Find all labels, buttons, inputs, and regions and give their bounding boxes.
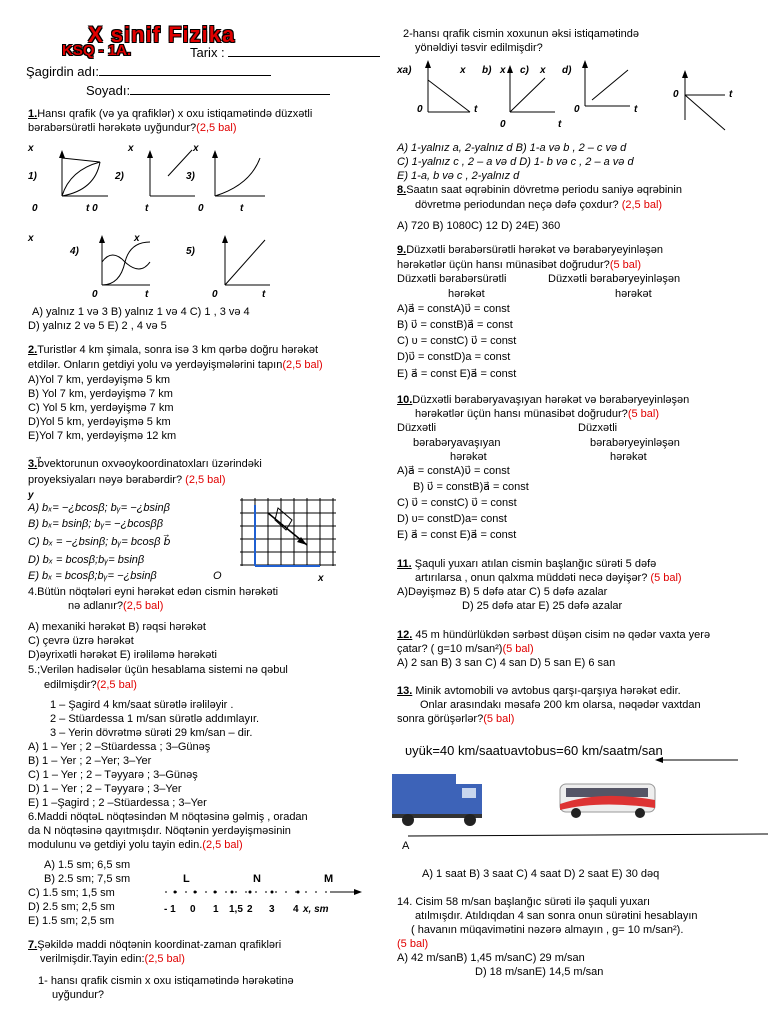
q3-text2: proyeksiyaları nəyə bərabərdir? xyxy=(28,474,183,486)
q5-item2: 2 – Stüardessa 1 m/san sürətlə addımlayır. xyxy=(50,713,260,725)
student-label: Şagirdin adı: xyxy=(26,64,99,79)
q1-ans2: D) yalnız 2 və 5 E) 2 , 4 və 5 xyxy=(28,320,167,332)
q14-points: (5 bal) xyxy=(397,938,429,950)
q10-ans-d: D) υ= constD)a= const xyxy=(397,513,507,525)
q7-sub1b: uyğundur? xyxy=(52,989,104,1001)
q6-ans-e: E) 1.5 sm; 2,5 sm xyxy=(28,915,115,927)
q6-text3: modulunu və getdiyi yolu tayin edin. xyxy=(28,839,203,851)
q6-point-m: M xyxy=(324,873,334,885)
q11-text2: artırılarsa , onun qalxma müddəti necə dəyişər? xyxy=(415,572,648,584)
truck-image xyxy=(392,774,482,826)
g4-x-label: x xyxy=(28,233,34,244)
q6-line2: da N nöqtəsinə qayıtmışdır. Nöqtənin yerdəyişməsinin xyxy=(28,825,291,837)
q2-text2: etdilər. Onların getdiyi yolu və yerdəyişmələrini tapın xyxy=(28,359,283,371)
q9-text2: hərəkətlər üçün hansı münasibət doğrudur? xyxy=(397,259,610,271)
q3-ans-a: A) bₓ= −¿bcosβ; bᵧ= −¿bsinβ xyxy=(28,502,170,514)
g4-label: 4) xyxy=(70,246,79,257)
q9-ans-d: D)υ⃗ = constD)a = const xyxy=(397,351,511,363)
q2-ans-e: E)Yol 7 km, yerdəyişmə 12 km xyxy=(28,430,177,442)
q10-text1: Düzxətli bərabəryavaşıyan hərəkət və bərabəryeyinləşən xyxy=(412,394,690,406)
q10-ans-c: C) υ⃗ = constC) υ⃗ = const xyxy=(397,497,517,509)
g1-zero: 0 xyxy=(32,203,38,214)
q1-text1: Hansı qrafik (və ya qrafiklər) x oxu istiqamətində düzxətli xyxy=(37,108,313,120)
q2-points: (2,5 bal) xyxy=(282,359,323,371)
q6-tick-1: 1 xyxy=(213,904,219,915)
q3-axis-x-label: x xyxy=(318,573,324,584)
g3-t: t xyxy=(240,203,244,214)
q10-col1b: bərabəryavaşıyan xyxy=(413,437,501,449)
q7-d-zero: 0 xyxy=(673,89,679,100)
q4-line1: 4.Bütün nöqtələri eyni hərəkət edən cismin hərəkəti xyxy=(28,586,279,598)
q5-points: (2,5 bal) xyxy=(96,679,137,691)
q14-line2: atılmışdır. Atıldıqdan 4 san sonra onun sürətini hesablayın xyxy=(415,910,698,922)
g2-x-label: x xyxy=(128,143,134,154)
q7-c-zero: 0 xyxy=(574,104,580,115)
q5-item1: 1 – Şagird 4 km/saat sürətlə irəliləyir . xyxy=(50,699,234,711)
q10-col1c: hərəkət xyxy=(450,451,487,463)
q4-points: (2,5 bal) xyxy=(123,600,164,612)
q13-text3: sonra görüşərlər? xyxy=(397,713,484,725)
q7-xa: xa) xyxy=(397,65,412,76)
q7-num: 7. xyxy=(28,939,38,951)
q3-axis-y-label: y xyxy=(28,490,34,501)
q3-ans-e: E) bₓ = bcosβ;bᵧ= −¿bsinβ xyxy=(28,570,157,582)
q10-ans-a: A)a⃗ = constA)υ⃗ = const xyxy=(397,465,510,477)
q13-answers: A) 1 saat B) 3 saat C) 4 saat D) 2 saat E) 30 dəq xyxy=(422,868,660,880)
q8-answers: A) 720 B) 1080C) 12 D) 24E) 360 xyxy=(397,220,561,232)
q9-col1b: hərəkət xyxy=(448,288,485,300)
q7-b-t: t xyxy=(558,119,562,130)
g3-label: 3) xyxy=(186,171,195,182)
q1-text2: bərabərsürətli hərəkətə uyğundur? xyxy=(28,122,197,134)
q3-origin: O xyxy=(213,570,222,582)
q3-points: (2,5 bal) xyxy=(185,474,226,486)
q1-ans1: A) yalnız 1 və 3 B) yalnız 1 və 4 C) 1 , 3 və 4 xyxy=(32,306,250,318)
g12-t0: t 0 xyxy=(86,203,98,214)
q9-ans-a: A)a⃗ = constA)υ⃗ = const xyxy=(397,303,510,315)
q11-ans2: D) 25 dəfə atar E) 25 dəfə azalar xyxy=(462,600,623,612)
q6-points: (2,5 bal) xyxy=(202,839,243,851)
q6-tick-2: 2 xyxy=(247,904,253,915)
q9-num: 9. xyxy=(397,244,407,256)
q7-sub2a: 2-hansı qrafik cismin xoxunun əksi istiqamətində xyxy=(403,28,640,40)
q7-line1 xyxy=(28,939,281,952)
q7-d-t: t xyxy=(729,89,733,100)
q2-ans-b: B) Yol 7 km, yerdəyişmə 7 km xyxy=(28,388,173,400)
q7-cx: x xyxy=(500,65,506,76)
q4-ans1: A) mexaniki hərəkət B) rəqsi hərəkət xyxy=(28,621,206,633)
q13-num: 13. xyxy=(397,685,413,697)
date-label: Tarix : xyxy=(190,45,225,60)
q6-tick-15: 1,5 xyxy=(229,904,243,915)
q4-ans3: D)əyrixətli hərəkət E) irəliləmə hərəkəti xyxy=(28,649,217,661)
q12-points: (5 bal) xyxy=(502,643,534,655)
q9-points: (5 bal) xyxy=(609,259,641,271)
q6-tick-3: 3 xyxy=(269,904,275,915)
g4-zero: 0 xyxy=(92,289,98,300)
q10-col1: Düzxətli xyxy=(397,422,437,434)
q5-ans-e: E) 1 –Şagird ; 2 –Stüardessa ; 3–Yer xyxy=(28,797,207,809)
q5-line1: 5.;Verilən hadisələr üçün hesablama sistemi nə qəbul xyxy=(28,664,288,676)
q10-points: (5 bal) xyxy=(627,408,659,420)
q14-line1: 14. Cisim 58 m/san başlanğıc sürəti ilə şaquli yuxarı xyxy=(397,896,651,908)
q7-points: (2,5 bal) xyxy=(144,953,185,965)
q10-text2: hərəkətlər üçün hansı münasibət doğrudur? xyxy=(415,408,628,420)
q6-tick-m1: - 1 xyxy=(164,904,176,915)
q4-text2: nə adlanır? xyxy=(68,600,124,612)
q10-col2c: hərəkət xyxy=(610,451,647,463)
g1-x-label: x xyxy=(28,143,34,154)
q10-ans-b: B) υ⃗ = constB)a⃗ = const xyxy=(413,481,529,493)
q9-col2: Düzxətli bərabəryeyinləşən xyxy=(548,273,681,285)
q9-ans-b: B) υ⃗ = constB)a⃗ = const xyxy=(397,319,513,331)
q5-ans-b: B) 1 – Yer ; 2 –Yer; 3–Yer xyxy=(28,755,152,767)
q13-road xyxy=(408,834,768,836)
q5-ans-d: D) 1 – Yer ; 2 – Təyyarə ; 3–Yer xyxy=(28,783,182,795)
q1-num: 1. xyxy=(28,108,38,120)
q2-text1: Turistlər 4 km şimala, sonra isə 3 km qərbə doğru hərəkət xyxy=(37,344,319,356)
q7-c-t: t xyxy=(634,104,638,115)
q12-text1: 45 m hündürlükdən sərbəst düşən cisim nə qədər vaxta yerə xyxy=(412,629,711,641)
q11-points: (5 bal) xyxy=(650,572,682,584)
q7-text2: verilmişdir.Tayin edin: xyxy=(40,953,145,965)
q9-col2b: hərəkət xyxy=(615,288,652,300)
q3-ans-b: B) bₓ= bsinβ; bᵧ= −¿bcosββ xyxy=(28,518,164,530)
q8-text1: Saatın saat əqrəbinin dövretmə periodu saniyə əqrəbinin xyxy=(406,184,682,196)
q2-num: 2. xyxy=(28,344,38,356)
q14-line3: ( havanın müqavimətini nəzərə almayın , g= 10 m/san²). xyxy=(411,924,684,936)
q14-ans2: D) 18 m/sanE) 14,5 m/san xyxy=(475,966,604,978)
q3-ans-c: C) bₓ = −¿bsinβ; bᵧ= bcosβ b⃗ xyxy=(28,536,171,548)
q13-point-a: A xyxy=(402,840,410,852)
q6-ans-a: A) 1.5 sm; 6,5 sm xyxy=(44,859,131,871)
q8-points: (2,5 bal) xyxy=(621,199,663,211)
q7-d: d) xyxy=(562,65,572,76)
g3-zero: 0 xyxy=(198,203,204,214)
q14-ans1: A) 42 m/sanB) 1,45 m/sanC) 29 m/san xyxy=(397,952,585,964)
g4-t: t xyxy=(145,289,149,300)
q6-line1: 6.Maddi nöqtəL nöqtəsindən M nöqtəsinə gəlmiş , oradan xyxy=(28,811,308,823)
q2-ans-c: C) Yol 5 km, yerdəyişmə 7 km xyxy=(28,402,174,414)
q4-ans2: C) çevrə üzrə hərəkət xyxy=(28,635,134,647)
bus-image xyxy=(560,784,655,818)
q7-sub2b: yönəldiyi təsvir edilmişdir? xyxy=(415,42,543,54)
q7-text1: Şəkildə maddi nöqtənin koordinat-zaman qrafikləri xyxy=(37,939,282,951)
q3-num: 3. xyxy=(28,458,38,470)
g5-label: 5) xyxy=(186,246,195,257)
q5-item3: 3 – Yerin dövrətmə sürəti 29 km/san – dir. xyxy=(50,727,253,739)
q9-ans-e: E) a⃗ = const E)a⃗ = const xyxy=(397,368,517,380)
surname-label: Soyadı: xyxy=(86,83,131,98)
g5-zero: 0 xyxy=(212,289,218,300)
q6-point-n: N xyxy=(253,873,261,885)
q8-num: 8. xyxy=(397,184,407,196)
q10-col2: Düzxətli xyxy=(578,422,618,434)
q13-speeds: υyük=40 km/saatυavtobus=60 km/saatm/san xyxy=(405,743,663,758)
q5-text2: edilmişdir? xyxy=(44,679,97,691)
q11-num: 11. xyxy=(397,558,412,570)
q6-ans-c: C) 1.5 sm; 1,5 sm xyxy=(28,887,115,899)
q7-b-zero: 0 xyxy=(500,119,506,130)
q12-answers: A) 2 san B) 3 san C) 4 san D) 5 san E) 6 san xyxy=(397,657,616,669)
q7-line2 xyxy=(40,953,185,966)
q10-ans-e: E) a⃗ = const E)a⃗ = const xyxy=(397,529,517,541)
q11-ans1: A)Dəyişməz B) 5 dəfə atar C) 5 dəfə azalar xyxy=(397,586,608,598)
q6-tick-0: 0 xyxy=(190,904,196,915)
q2-ans-a: A)Yol 7 km, yerdəyişmə 5 km xyxy=(28,374,171,386)
test-code: KSQ - 1A. xyxy=(62,42,132,59)
q6-axis-title: x, sm xyxy=(303,904,329,915)
q9-text1: Düzxətli bərabərsürətli hərəkət və bərabəryeyinləşən xyxy=(406,244,663,256)
q6-point-l: L xyxy=(183,873,190,885)
q7-ans3: E) 1-a, b və c , 2-yalnız d xyxy=(397,170,520,182)
q7-a-zero: 0 xyxy=(417,104,423,115)
q13-arrow-head xyxy=(655,757,663,763)
g3-x-label: x xyxy=(193,143,199,154)
q11-text1: Şaquli yuxarı atılan cismin başlanğıc sürəti 5 dəfə xyxy=(411,558,657,570)
q13-points: (5 bal) xyxy=(483,713,515,725)
q7-bx: x xyxy=(460,65,466,76)
q3-text1: b⃗vektorunun oxvəoykoordinatoxları üzərindəki xyxy=(37,458,262,470)
q12-num: 12. xyxy=(397,629,413,641)
q7-c: c) xyxy=(520,65,529,76)
q13-line2: Onlar arasındakı məsafə 200 km olarsa, nəqədər vaxtdan xyxy=(420,699,701,711)
g5-t: t xyxy=(262,289,266,300)
g5-x-label: x xyxy=(134,233,140,244)
q12-text2: çatar? ( g=10 m/san²) xyxy=(397,643,503,655)
q9-ans-c: C) υ = constC) υ⃗ = const xyxy=(397,335,517,347)
g1-label: 1) xyxy=(28,171,37,182)
q5-ans-a: A) 1 – Yer ; 2 –Stüardessa ; 3–Günəş xyxy=(28,741,211,753)
q6-tick-4: 4 xyxy=(293,904,299,915)
q7-dx: x xyxy=(540,65,546,76)
q13-text1: Minik avtomobili və avtobus qarşı-qarşıya hərəkət edir. xyxy=(412,685,681,697)
q3-ans-d: D) bₓ = bcosβ;bᵧ= bsinβ xyxy=(28,554,145,566)
q7-ans2: C) 1-yalnız c , 2 – a və d D) 1- b və c , 2 – a və d xyxy=(397,156,634,168)
q7-b: b) xyxy=(482,65,492,76)
q2-ans-d: D)Yol 5 km, yerdəyişmə 5 km xyxy=(28,416,171,428)
q10-num: 10. xyxy=(397,394,413,406)
q10-col2b: bərabəryeyinləşən xyxy=(590,437,680,449)
g2-t: t xyxy=(145,203,149,214)
q7-ans1: A) 1-yalnız a, 2-yalnız d B) 1-a və b , 2 – c və d xyxy=(397,142,627,154)
g2-label: 2) xyxy=(115,171,124,182)
q9-col1: Düzxətli bərabərsürətli xyxy=(397,273,507,285)
q7-sub1a: 1- hansı qrafik cismin x oxu istiqamətində hərəkətinə xyxy=(38,975,294,987)
q7-a-t: t xyxy=(474,104,478,115)
q5-ans-c: C) 1 – Yer ; 2 – Təyyarə ; 3–Günəş xyxy=(28,769,198,781)
q8-text2: dövretmə periodundan neçə dəfə çoxdur? xyxy=(415,199,619,211)
q6-ans-d: D) 2.5 sm; 2,5 sm xyxy=(28,901,115,913)
q6-ans-b: B) 2.5 sm; 7,5 sm xyxy=(44,873,131,885)
q1-points: (2,5 bal) xyxy=(196,122,237,134)
page-title: X sinif Fizika xyxy=(88,22,236,47)
